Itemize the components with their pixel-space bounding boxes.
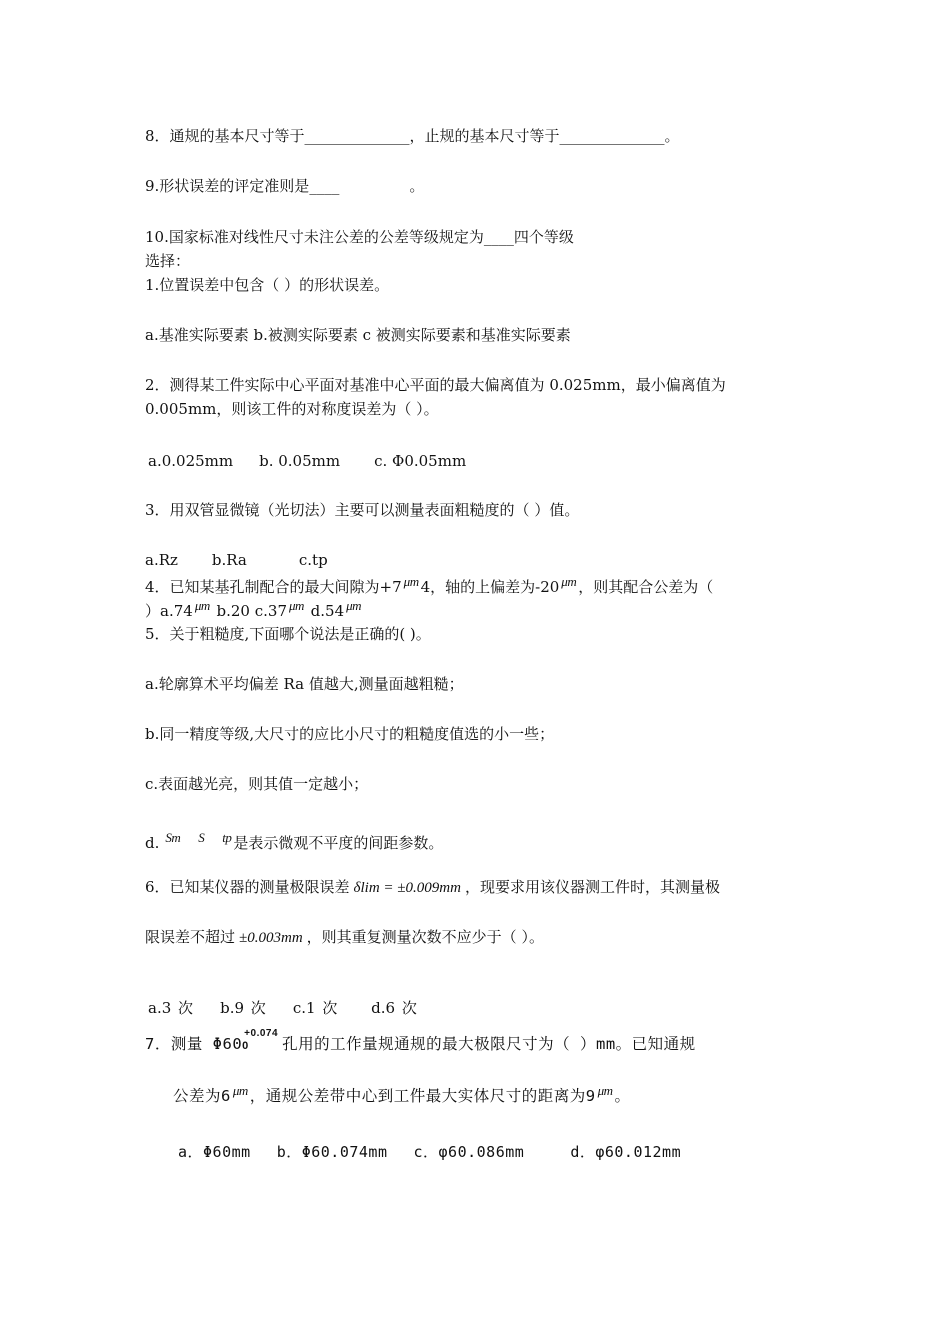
- micrometer-unit: μm: [194, 598, 210, 613]
- q4-option-a: ）a.74: [145, 602, 193, 620]
- q9-text: 9.形状误差的评定准则是____: [145, 177, 340, 195]
- question-6-line1: [145, 876, 720, 899]
- q5-d-suffix: 是表示微观不平度的间距参数。: [233, 834, 444, 852]
- micrometer-unit: μm: [597, 1083, 613, 1098]
- micrometer-unit: μm: [232, 1083, 248, 1098]
- question-5-option-b: b.同一精度等级,大尺寸的应比小尺寸的粗糙度值选的小一些；: [145, 725, 555, 743]
- q6-part3: 限误差不超过: [145, 928, 236, 946]
- question-10: [145, 226, 574, 248]
- q5-d-prefix: d.: [145, 834, 160, 852]
- question-5-option-c: c.表面越光亮，则其值一定越小；: [145, 775, 369, 793]
- micrometer-unit: μm: [561, 574, 577, 589]
- question-9: [145, 175, 424, 197]
- micrometer-unit: μm: [288, 598, 304, 613]
- question-5-option-a: a.轮廓算术平均偏差 Ra 值越大,测量面越粗糙；: [145, 675, 464, 693]
- q4-option-d: d.54: [305, 602, 345, 620]
- tolerance-lower: 0: [242, 1040, 249, 1052]
- q2-option-c: c. Φ0.05mm: [374, 452, 467, 470]
- sm-symbol: Sm: [165, 830, 181, 845]
- q7-option-b: b．Φ60.074mm: [276, 1143, 388, 1161]
- q6-part1: 6．已知某仪器的测量极限误差: [145, 878, 350, 896]
- tolerance-formula: ±0.003mm: [239, 930, 303, 946]
- q8-text: 8．通规的基本尺寸等于______________，止规的基本尺寸等于______________。: [145, 127, 680, 145]
- question-6-options: a.3 次 b.9 次 c.1 次 d.6 次: [148, 999, 417, 1017]
- q2-option-b: b. 0.05mm: [259, 452, 341, 470]
- question-5-stem: 5．关于粗糙度,下面哪个说法是正确的( )。: [145, 625, 431, 643]
- q3-option-c: c.tp: [298, 551, 328, 569]
- tolerance-upper: +0.074: [244, 1028, 279, 1039]
- q7-part5: 。: [614, 1087, 631, 1105]
- question-2-options: [148, 450, 466, 472]
- q3-option-b: b.Ra: [211, 551, 247, 569]
- tolerance-stack: [242, 1028, 282, 1055]
- choice-heading: 选择：: [145, 252, 191, 270]
- question-1-stem: 1.位置误差中包含（ ）的形状误差。: [145, 276, 390, 294]
- question-7-options: [178, 1141, 681, 1163]
- q4-part1: 4．已知某基孔制配合的最大间隙为+7: [145, 578, 402, 596]
- q7-option-a: a．Φ60mm: [178, 1143, 251, 1161]
- question-6-line2: [145, 926, 544, 949]
- q7-part1: 7．测量 Φ60: [145, 1035, 243, 1053]
- q7-part2: 孔用的工作量规通规的最大极限尺寸为（ ）mm。已知通规: [282, 1035, 696, 1053]
- s-symbol: S: [198, 830, 205, 845]
- q6-part4: ，则其重复测量次数不应少于（ ）。: [306, 928, 544, 946]
- q4-part3: ，则其配合公差为（: [578, 578, 714, 596]
- q10-text: 10.国家标准对线性尺寸未注公差的公差等级规定为____四个等级: [145, 228, 574, 246]
- q7-part3: 公差为6: [173, 1087, 231, 1105]
- q4-option-bc: b.20 c.37: [211, 602, 287, 620]
- question-4-line1: [145, 576, 713, 599]
- question-2-line1: 2．测得某工件实际中心平面对基准中心平面的最大偏离值为 0.025mm，最小偏离值为: [145, 376, 726, 394]
- tp-symbol: tp: [222, 830, 232, 845]
- question-5-option-d: [145, 832, 443, 855]
- question-4-line2: [145, 600, 363, 623]
- question-7-line2: [173, 1085, 631, 1108]
- micrometer-unit: μm: [403, 574, 419, 589]
- question-3-options: [145, 549, 328, 571]
- q2-option-a: a.0.025mm: [148, 452, 234, 470]
- question-1-options: a.基准实际要素 b.被测实际要素 c 被测实际要素和基准实际要素: [145, 326, 571, 344]
- q9-end: 。: [409, 177, 425, 195]
- q4-part2: 4，轴的上偏差为-20: [420, 578, 560, 596]
- q3-option-a: a.Rz: [145, 551, 178, 569]
- q7-option-d: d．φ60.012mm: [570, 1143, 682, 1161]
- delta-lim-formula: δlim = ±0.009mm: [353, 880, 461, 896]
- q7-part4: ，通规公差带中心到工件最大实体尺寸的距离为9: [249, 1087, 596, 1105]
- question-3-stem: 3．用双管显微镜（光切法）主要可以测量表面粗糙度的（ ）值。: [145, 501, 580, 519]
- question-8: [145, 125, 680, 147]
- question-2-line2: 0.005mm，则该工件的对称度误差为（ ）。: [145, 400, 439, 418]
- q6-part2: ，现要求用该仪器测工件时，其测量极: [464, 878, 720, 896]
- question-7-line1: [145, 1028, 696, 1055]
- micrometer-unit: μm: [346, 598, 362, 613]
- q7-option-c: c．φ60.086mm: [413, 1143, 525, 1161]
